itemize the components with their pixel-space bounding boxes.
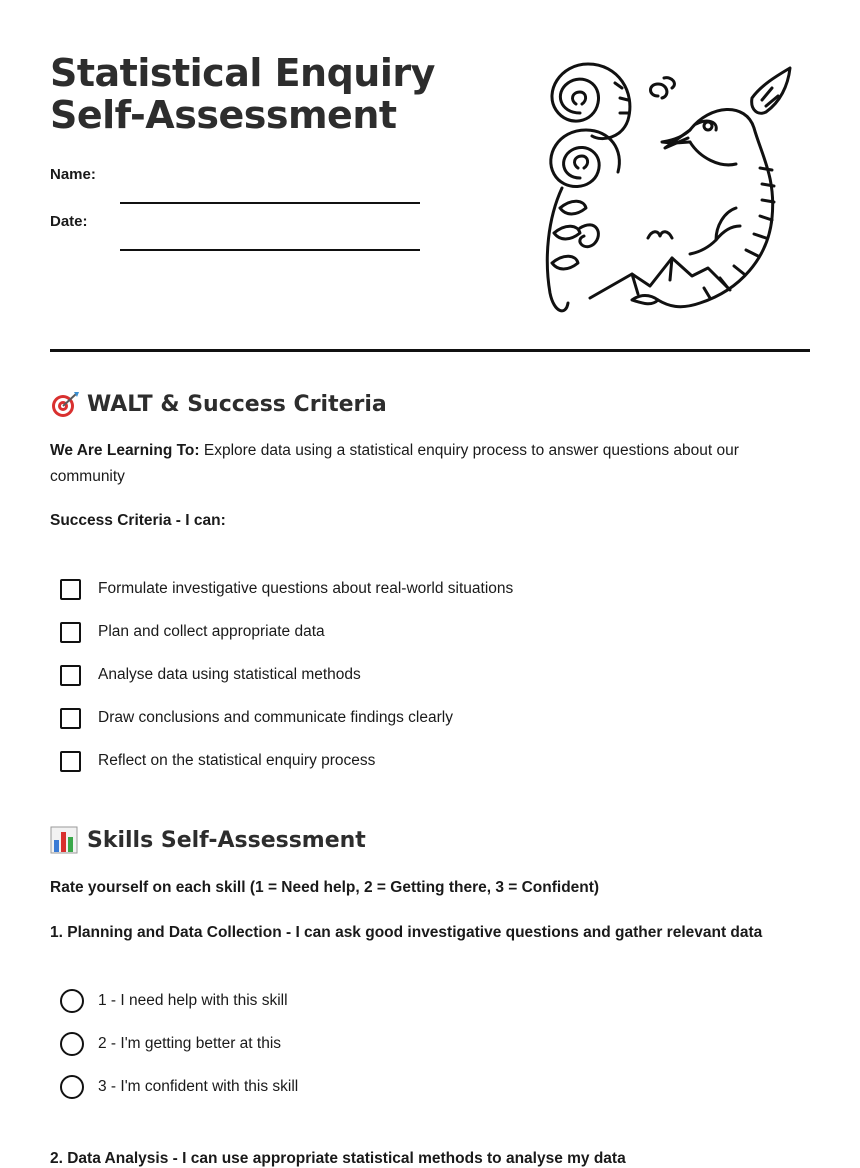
page-title: Statistical Enquiry Self-Assessment	[50, 51, 435, 137]
skill-2-heading: 2. Data Analysis - I can use appropriate statistical methods to analyse my data	[50, 1150, 626, 1167]
skill-1-radio-1[interactable]	[60, 988, 288, 1014]
walt-section-title	[50, 390, 387, 418]
skill-1-radio-2[interactable]	[60, 1031, 281, 1057]
rating-instructions: Rate yourself on each skill (1 = Need help, 2 = Getting there, 3 = Confident)	[50, 879, 600, 896]
worksheet-page	[50, 0, 810, 1167]
criteria-label: Formulate investigative questions about real-world situations	[98, 580, 514, 597]
criteria-checkbox-5[interactable]	[60, 748, 375, 774]
checkbox[interactable]	[60, 751, 81, 772]
target-icon	[50, 390, 80, 418]
checkbox[interactable]	[60, 665, 81, 686]
walt-statement	[50, 438, 790, 490]
name-field-row	[50, 166, 420, 192]
walt-prefix: We Are Learning To:	[50, 442, 200, 459]
maori-manaia-bird-illustration	[540, 58, 800, 323]
radio-button[interactable]	[60, 989, 84, 1013]
skills-section-title	[50, 826, 366, 854]
walt-text: Explore data using a statistical enquiry process to answer questions about our community	[50, 442, 739, 485]
header-divider	[50, 349, 810, 352]
criteria-label: Plan and collect appropriate data	[98, 623, 325, 640]
bar-chart-icon	[50, 826, 80, 854]
date-field-row	[50, 213, 420, 239]
radio-button[interactable]	[60, 1032, 84, 1056]
criteria-label: Analyse data using statistical methods	[98, 666, 361, 683]
criteria-checkbox-3[interactable]	[60, 662, 361, 688]
name-label: Name:	[50, 166, 96, 183]
success-criteria-heading: Success Criteria - I can:	[50, 512, 226, 529]
skills-section-title-text: Skills Self-Assessment	[87, 827, 366, 853]
criteria-checkbox-1[interactable]	[60, 576, 513, 602]
criteria-label: Reflect on the statistical enquiry process	[98, 752, 376, 769]
date-label: Date:	[50, 213, 88, 230]
criteria-checkbox-4[interactable]	[60, 705, 453, 731]
criteria-label: Draw conclusions and communicate findings clearly	[98, 709, 453, 726]
radio-label: 3 - I'm confident with this skill	[98, 1078, 299, 1095]
date-input[interactable]	[120, 227, 420, 251]
checkbox[interactable]	[60, 622, 81, 643]
skill-1-radio-3[interactable]	[60, 1074, 298, 1100]
skill-1-heading: 1. Planning and Data Collection - I can ask good investigative questions and gather relevant data	[50, 924, 763, 941]
checkbox[interactable]	[60, 708, 81, 729]
radio-button[interactable]	[60, 1075, 84, 1099]
checkbox[interactable]	[60, 579, 81, 600]
name-input[interactable]	[120, 180, 420, 204]
radio-label: 1 - I need help with this skill	[98, 992, 288, 1009]
radio-label: 2 - I'm getting better at this	[98, 1035, 282, 1052]
walt-section-title-text: WALT & Success Criteria	[87, 391, 387, 417]
criteria-checkbox-2[interactable]	[60, 619, 325, 645]
header	[50, 0, 810, 352]
